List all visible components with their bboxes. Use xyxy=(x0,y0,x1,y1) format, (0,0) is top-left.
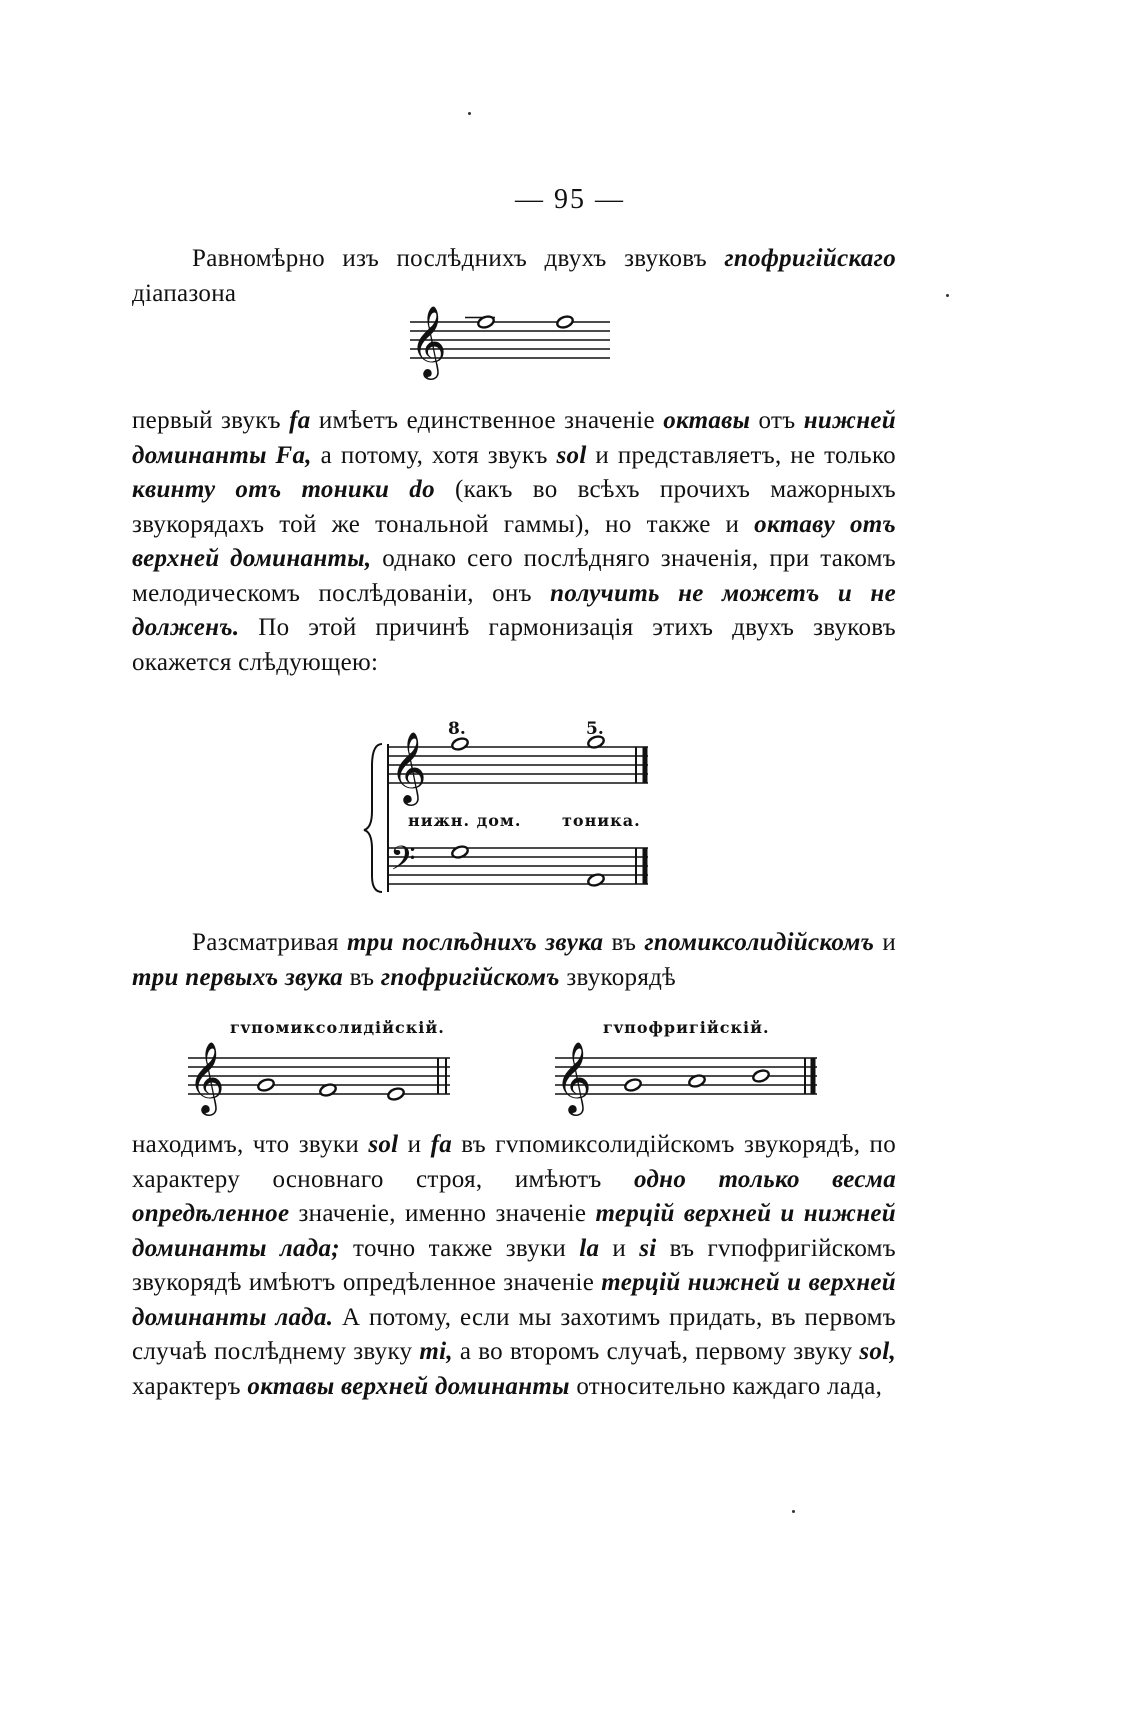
emphasis: sol, xyxy=(859,1338,896,1365)
emphasis: si xyxy=(639,1234,657,1262)
function-label: тоника. xyxy=(562,811,641,830)
paragraph-2 xyxy=(132,404,896,680)
text: въ гvпомиксолидійскомъ звукорядѣ, по характеру основнаго строя, имѣютъ xyxy=(132,1131,896,1193)
bass-clef-icon: 𝄢 xyxy=(390,840,416,886)
treble-clef-icon: 𝄞 xyxy=(555,1040,592,1113)
dust-speck xyxy=(946,294,949,297)
emphasis: la xyxy=(579,1234,600,1262)
text: имѣетъ единственное значеніе xyxy=(310,407,664,434)
emphasis: октавы верхней доминанты xyxy=(247,1372,570,1400)
emphasis: fa xyxy=(430,1131,453,1158)
emphasis: получить не можетъ и не долженъ. xyxy=(132,579,896,641)
example-label-right: гvпофригійскій. xyxy=(603,1018,770,1037)
whole-note xyxy=(752,1069,770,1084)
text: По этой причинѣ гармонизація этихъ двухъ звуковъ окажется слѣдующею: xyxy=(132,614,896,676)
emphasis: октавы xyxy=(663,407,751,434)
emphasis: нижней доминанты Fa, xyxy=(132,407,896,469)
text: звукорядѣ xyxy=(559,963,677,991)
emphasis: гпофригійскаго xyxy=(724,245,896,272)
interval-number: 5. xyxy=(586,719,604,739)
whole-note xyxy=(556,315,574,330)
text: точно также звуки xyxy=(339,1234,580,1262)
example-label-left: гvпомиксолидійскій. xyxy=(230,1018,445,1037)
text: и xyxy=(599,1234,640,1262)
dust-speck xyxy=(468,112,471,115)
text: однако сего послѣдняго значенія, при такомъ мелодическомъ послѣдованіи, онъ xyxy=(132,545,896,607)
dust-speck xyxy=(792,1510,795,1513)
interval-number: 8. xyxy=(448,719,466,739)
text: и представляетъ, не только xyxy=(586,441,896,469)
emphasis: три первыхъ звука xyxy=(132,963,344,991)
text: а потому, хотя звукъ xyxy=(311,441,557,469)
emphasis: fa xyxy=(289,407,311,434)
paragraph-3 xyxy=(132,926,896,995)
emphasis: октаву отъ верхней доминанты, xyxy=(132,510,896,572)
treble-clef-icon: 𝄞 xyxy=(410,304,447,377)
text: Равномѣрно изъ послѣднихъ двухъ звуковъ xyxy=(192,245,725,272)
emphasis: терцій нижней и верхней доминанты лада. xyxy=(132,1269,897,1331)
treble-clef-icon: 𝄞 xyxy=(390,730,427,803)
emphasis: квинту отъ тоники do xyxy=(132,476,435,503)
paragraph-4 xyxy=(132,1128,896,1404)
music-example-2 xyxy=(370,706,660,896)
text: и xyxy=(398,1131,431,1158)
music-example-3-left xyxy=(188,1040,458,1124)
music-example-1 xyxy=(410,304,610,392)
text: отъ xyxy=(750,407,804,434)
text: первый звукъ xyxy=(132,407,290,434)
emphasis: sol xyxy=(556,441,587,469)
text: а во второмъ случаѣ, первому звуку xyxy=(452,1338,860,1365)
paragraph-1 xyxy=(132,242,896,311)
page-number: — 95 — xyxy=(515,184,625,215)
whole-note xyxy=(624,1078,642,1093)
whole-note xyxy=(257,1078,275,1093)
text: характеръ xyxy=(132,1372,248,1400)
emphasis: sol xyxy=(368,1131,399,1158)
text: въ xyxy=(603,929,645,956)
text: относительно каждаго лада, xyxy=(569,1372,883,1400)
music-example-3-right xyxy=(555,1040,825,1124)
brace xyxy=(364,744,382,892)
text: и xyxy=(874,929,896,956)
text: въ гvпофригійскомъ звукорядѣ имѣютъ опредѣленное значеніе xyxy=(132,1234,897,1296)
text: находимъ, что звуки xyxy=(132,1131,369,1158)
text: А потому, если мы захотимъ придать, въ первомъ случаѣ послѣднему звуку xyxy=(132,1303,896,1365)
emphasis: гпофригійскомъ xyxy=(380,963,560,991)
emphasis: одно только весма опредѣленное xyxy=(132,1165,896,1227)
whole-note xyxy=(387,1087,405,1102)
text: Разсматривая xyxy=(192,929,347,956)
text: (какъ во всѣхъ прочихъ мажорныхъ звукорядахъ той же тональной гаммы), но также и xyxy=(132,476,896,538)
function-label: нижн. дом. xyxy=(408,811,522,830)
text: діапазона xyxy=(132,279,237,307)
emphasis: гпомиксолидійскомъ xyxy=(644,929,875,956)
emphasis: три послѣднихъ звука xyxy=(347,929,604,956)
text: въ xyxy=(343,963,381,991)
emphasis: терцій верхней и нижней доминанты лада; xyxy=(132,1200,896,1262)
emphasis: mi, xyxy=(419,1338,453,1365)
text: значеніе, именно значеніе xyxy=(289,1200,596,1227)
treble-clef-icon: 𝄞 xyxy=(188,1040,225,1113)
